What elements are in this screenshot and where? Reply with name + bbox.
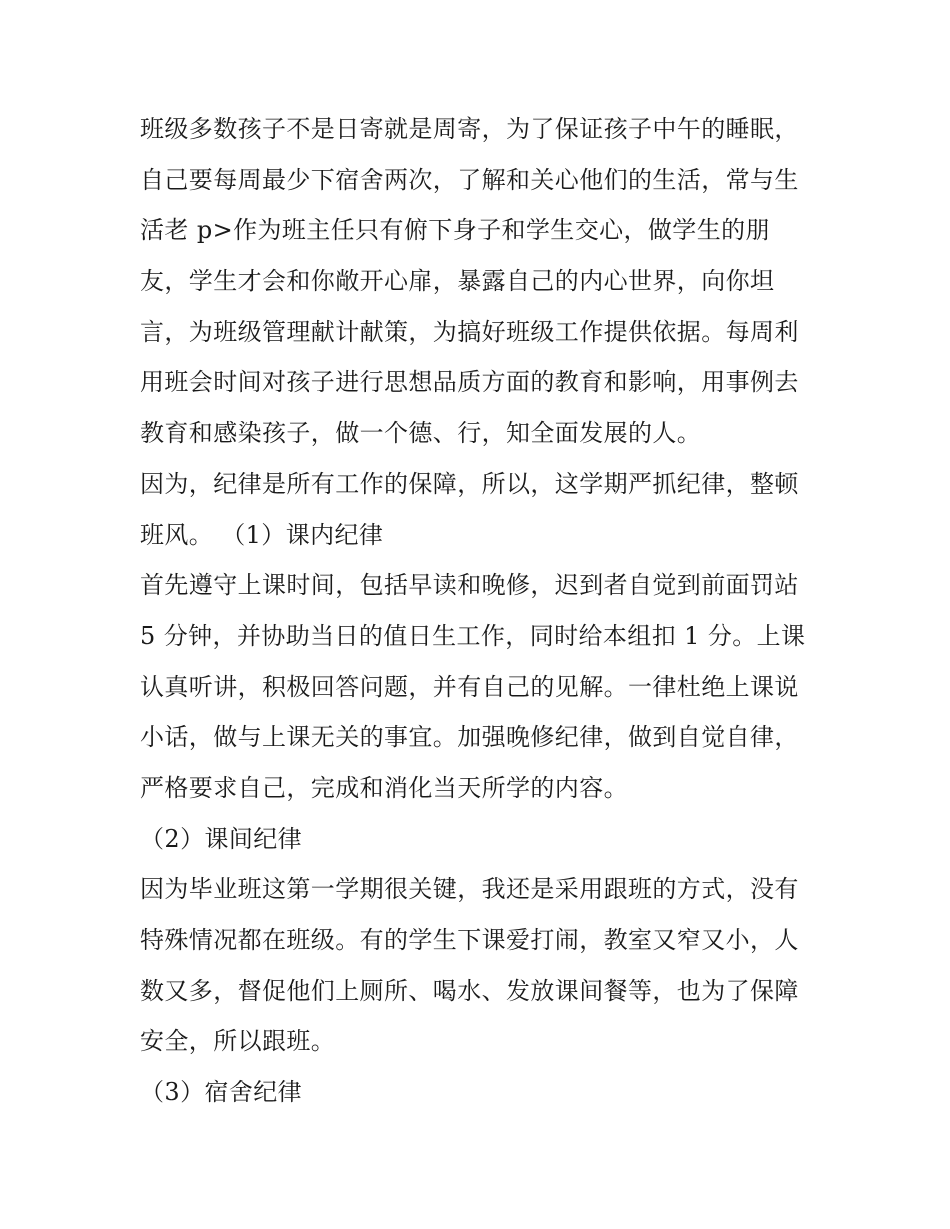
text-line: 特殊情况都在班级。有的学生下课爱打闹，教室又窄又小，人 (140, 926, 799, 954)
text-line: 自己要每周最少下宿舍两次，了解和关心他们的生活，常与生 (140, 165, 799, 194)
text-line: 5 分钟，并协助当日的值日生工作，同时给本组扣 1 分。上课 (140, 621, 806, 650)
text-line: 因为，纪律是所有工作的保障，所以，这学期严抓纪律，整顿 (140, 469, 799, 498)
text-line: 活老 p>作为班主任只有俯下身子和学生交心，做学生的朋 (140, 216, 770, 245)
text-line: 用班会时间对孩子进行思想品质方面的教育和影响，用事例去 (140, 368, 799, 397)
text-line: 因为毕业班这第一学期很关键，我还是采用跟班的方式，没有 (140, 875, 799, 904)
text-line: 教育和感染孩子，做一个德、行，知全面发展的人。 (140, 419, 702, 448)
text-line: 安全，所以跟班。 (140, 1027, 336, 1056)
text-line: 言，为班级管理献计献策，为搞好班级工作提供依据。每周利 (140, 317, 799, 346)
text-line: 班级多数孩子不是日寄就是周寄，为了保证孩子中午的睡眠， (140, 115, 799, 143)
section-heading: （3）宿舍纪律 (140, 1078, 303, 1107)
text-line: 首先遵守上课时间，包括早读和晚修，迟到者自觉到前面罚站 (140, 571, 799, 600)
text-line: 严格要求自己，完成和消化当天所学的内容。 (140, 773, 628, 802)
text-line: 友，学生才会和你敞开心扉，暴露自己的内心世界，向你坦 (140, 267, 775, 296)
document-body (140, 104, 820, 1118)
text-line: 认真听讲，积极回答问题，并有自己的见解。一律杜绝上课说 (140, 672, 799, 701)
text-line: 数又多，督促他们上厕所、喝水、发放课间餐等，也为了保障 (140, 976, 799, 1005)
text-line: 小话，做与上课无关的事宜。加强晚修纪律，做到自觉自律， (140, 723, 799, 752)
text-line: 班风。 （1）课内纪律 (140, 520, 384, 549)
section-heading: （2）课间纪律 (140, 824, 303, 853)
